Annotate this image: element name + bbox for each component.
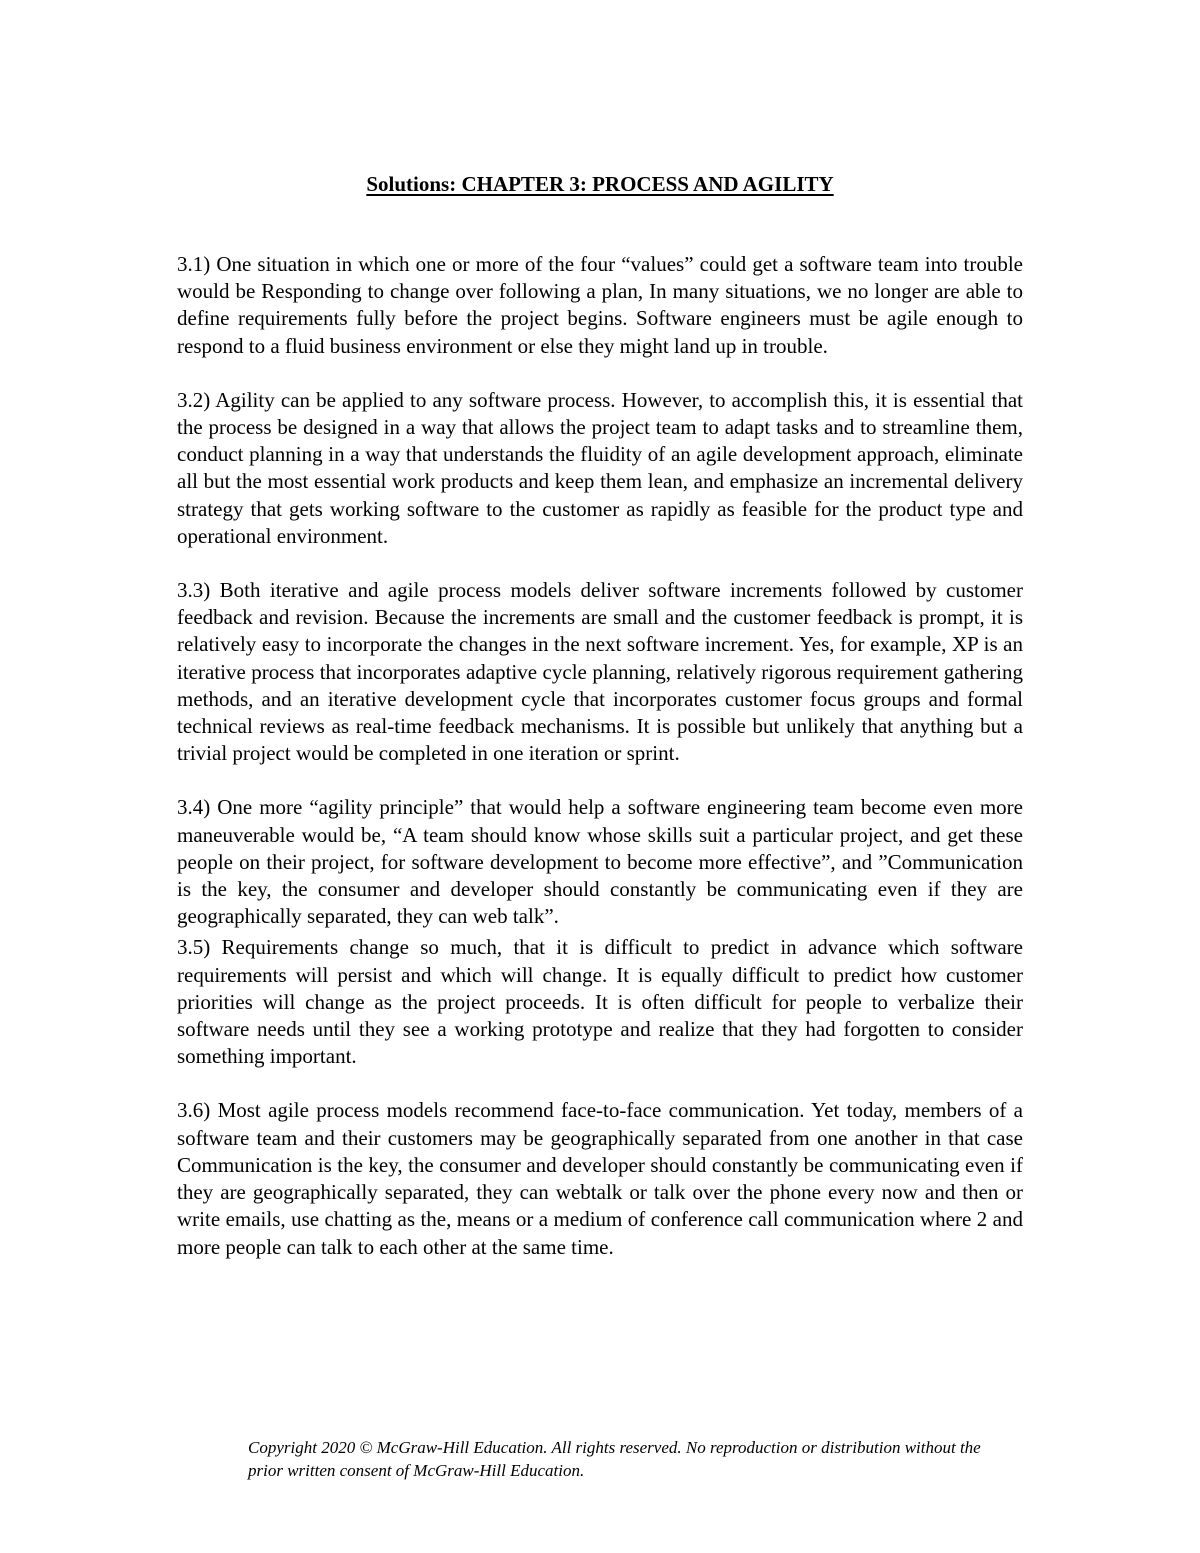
answer-3-4: 3.4) One more “agility principle” that would help a software engineering team become even more maneuverable would be, “A team should know whose skills suit a particular project, and get these people on their project, for software development to become more effective”, and ”Communication is the key, the consumer and developer should constantly be communicating even if they are geographically separated, they can web talk”. bbox=[177, 795, 1023, 929]
page-title: Solutions: CHAPTER 3: PROCESS AND AGILITY bbox=[366, 172, 834, 196]
answer-3-3: 3.3) Both iterative and agile process models deliver software increments followed by customer feedback and revision. Because the increments are small and the customer feedback is prompt, it is relatively easy to incorporate the changes in the next software increment. Yes, for example, XP is an iterative process that incorporates adaptive cycle planning, relatively rigorous requirement gathering methods, and an iterative development cycle that incorporates customer focus groups and formal technical reviews as real-time feedback mechanisms. It is possible but unlikely that anything but a trivial project would be completed in one iteration or sprint. bbox=[177, 578, 1023, 766]
answer-3-5: 3.5) Requirements change so much, that it is difficult to predict in advance which software requirements will persist and which will change. It is equally difficult to predict how customer priorities will change as the project proceeds. It is often difficult for people to verbalize their software needs until they see a working prototype and realize that they had forgotten to consider something important. bbox=[177, 935, 1023, 1069]
copyright-footer: Copyright 2020 © McGraw-Hill Education. All rights reserved. No reproduction or distribution without the prior written consent of McGraw-Hill Education. bbox=[248, 1438, 981, 1480]
document-body bbox=[177, 251, 1023, 1288]
answer-3-6: 3.6) Most agile process models recommend face-to-face communication. Yet today, members of a software team and their customers may be geographically separated from one another in that case Communication is the key, the consumer and developer should constantly be communicating even if they are geographically separated, they can webtalk or talk over the phone every now and then or write emails, use chatting as the, means or a medium of conference call communication where 2 and more people can talk to each other at the same time. bbox=[177, 1098, 1023, 1259]
answer-3-1: 3.1) One situation in which one or more of the four “values” could get a software team into trouble would be Responding to change over following a plan, In many situations, we no longer are able to define requirements fully before the project begins. Software engineers must be agile enough to respond to a fluid business environment or else they might land up in trouble. bbox=[177, 252, 1023, 358]
answer-3-2: 3.2) Agility can be applied to any software process. However, to accomplish this, it is essential that the process be designed in a way that allows the project team to adapt tasks and to streamline them, conduct planning in a way that understands the fluidity of an agile development approach, eliminate all but the most essential work products and keep them lean, and emphasize an incremental delivery strategy that gets working software to the customer as rapidly as feasible for the product type and operational environment. bbox=[177, 387, 1023, 548]
